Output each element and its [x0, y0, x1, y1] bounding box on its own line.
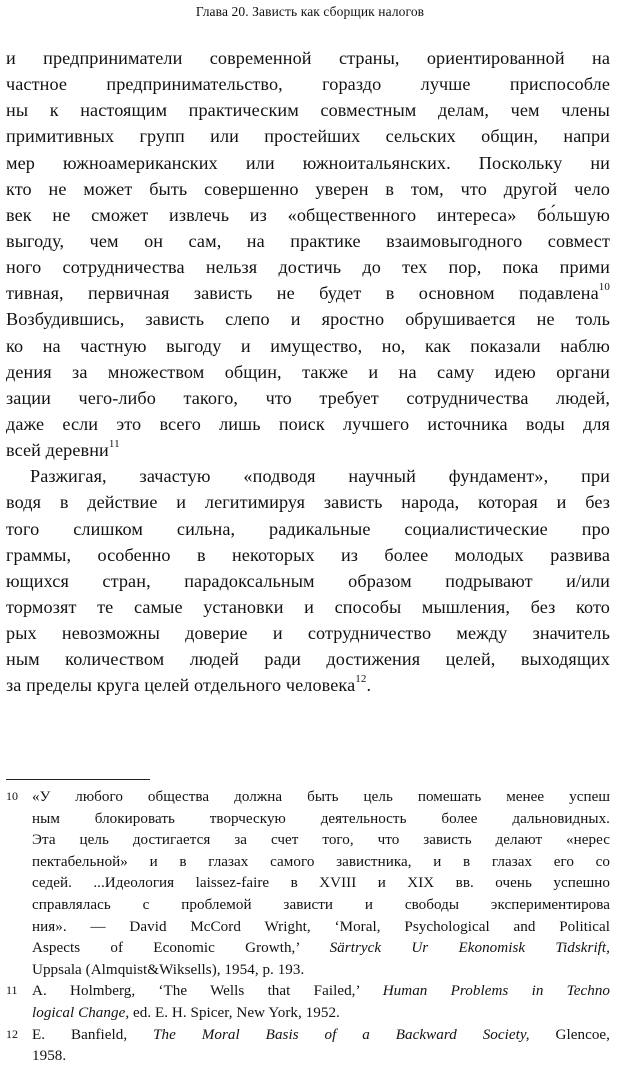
footnote-line: ным блокировать творческую деятельность более дальновидных. — [32, 810, 610, 827]
text-line: и предприниматели современной страны, ориентированной на — [6, 48, 610, 68]
text-line: тивная, первичная зависть не будет в основном подавлена$^{10}$ — [6, 281, 610, 304]
running-head: Глава 20. Зависть как сборщик налогов — [195, 4, 425, 19]
text-line: ным количеством людей ради достижения целей, выходящих — [6, 649, 610, 670]
text-line: даже если это всего лишь поиск лучшего источника воды для — [6, 413, 610, 434]
footnote-line: Aspects of Economic Growth,’ Särtryck Ur Ekonomisk Tidskrift, — [32, 940, 610, 957]
text-line: того слишком сильна, радикальные социалистические про — [6, 518, 610, 539]
footnotes — [6, 787, 610, 1068]
text-line: зации чего-либо такого, что требует сотрудничества людей, — [6, 387, 610, 408]
text-line: Возбудившись, зависть слепо и яростно обрушивается не толь — [6, 309, 610, 330]
footnote-line: 1958. — [32, 1048, 67, 1065]
footnote-11 — [6, 981, 610, 1024]
footnote-line: A. Holmberg, ‘The Wells that Failed,’ Human Problems in Techno — [32, 983, 611, 1000]
footnote-ref-12: 12 — [355, 673, 367, 686]
footnote-line: Эта цель достигается за счет того, что зависть делают «нерес — [32, 832, 610, 849]
text-line: ны к настоящим практическим совместным делам, чем члены — [6, 100, 610, 121]
footnote-line: пектабельной» и в глазах самого завистника, и в глазах его со — [32, 853, 610, 870]
footnote-line: Uppsala (Almquist&Wiksells), 1954, p. 193. — [32, 961, 305, 978]
text-line: ко на частную выгоду и имущество, но, как показали наблю — [6, 335, 610, 356]
footnote-ref-11: 11 — [108, 438, 120, 451]
text-line: частное предпринимательство, гораздо лучше приспособле — [6, 74, 610, 95]
footnote-line: седей. ...Идеология laissez-faire в XVIII и XIX вв. очень успешно — [32, 875, 610, 892]
text-line: за пределы круга целей отдельного человека$^{12}$. — [6, 673, 372, 696]
footnote-10 — [6, 787, 610, 981]
text-line: век не сможет извлечь из «общественного интереса» бо́льшую — [6, 204, 610, 225]
text-line: ющихся стран, парадоксальным образом подрывают и/или — [6, 570, 610, 591]
footnote-line: E. Banfield, The Moral Basis of a Backward Society, Glencoe, — [32, 1026, 610, 1043]
footnote-line: ния». — David McCord Wright, ‘Moral, Psychological and Political — [32, 918, 610, 935]
text-line: мер южноамериканских или южноитальянских. Поскольку ни — [6, 152, 610, 173]
footnote-separator — [6, 779, 150, 780]
text-line: водя в действие и легитимируя зависть народа, которая и без — [6, 492, 610, 513]
text-line: всей деревни$^{11}$ — [6, 438, 120, 461]
footnote-line: «У любого общества должна быть цель помешать менее успеш — [32, 789, 610, 805]
text-line: примитивных групп или простейших сельских общин, напри — [6, 126, 610, 147]
text-line: рых невозможны доверие и сотрудничество между значитель — [6, 623, 610, 644]
footnote-line: справлялась с проблемой зависти и свободы экспериментирова — [32, 896, 610, 913]
text-line: граммы, особенно в некоторых из более молодых развива — [6, 544, 610, 565]
footnote-line: logical Change, ed. E. H. Spicer, New York, 1952. — [32, 1004, 340, 1021]
footnote-number: 12 — [6, 1026, 18, 1041]
footnote-ref-10: 10 — [598, 281, 610, 294]
footnote-number: 11 — [6, 983, 18, 998]
text-line: выгоду, чем он сам, на практике взаимовыгодного совмест — [6, 230, 610, 251]
text-line: дения за множеством общин, также и на саму идею органи — [6, 361, 610, 382]
footnote-number: 10 — [6, 789, 18, 803]
text-line: кто не может быть совершенно уверен в том, что другой чело — [6, 178, 610, 199]
text-line: Разжигая, зачастую «подводя научный фундамент», при — [30, 466, 610, 487]
main-text — [6, 45, 610, 699]
text-line: ного сотрудничества нельзя достичь до тех пор, пока прими — [6, 257, 610, 278]
text-line: тормозят те самые установки и способы мышления, без кото — [6, 596, 610, 617]
footnote-12 — [6, 1025, 610, 1068]
